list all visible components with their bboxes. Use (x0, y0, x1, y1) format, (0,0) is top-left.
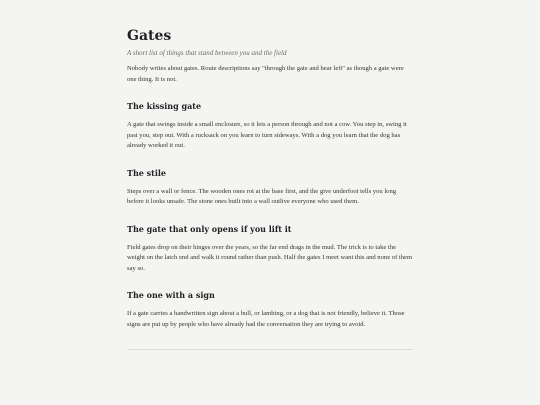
section-lift-gate (127, 224, 413, 275)
section-sign-gate (127, 290, 413, 330)
section-body: A gate that swings inside a small enclosure, so it lets a person through and not a cow. You step in, swing it past you, step out. With a rucksack on you learn to turn sideways. With a dog you learn that the dog has already worked it out. (127, 121, 407, 149)
intro-paragraph: Nobody writes about gates. Route descriptions say "through the gate and bear left" as though a gate were one thing. It is not. (127, 65, 404, 83)
page-title: Gates (127, 28, 172, 44)
section-heading: The one with a sign (127, 290, 215, 300)
article (127, 28, 413, 350)
section-heading: The stile (127, 167, 167, 178)
section-body: Steps over a wall or fence. The wooden ones rot at the base first, and the give underfoot tells you long before it looks unsafe. The stone ones built into a wall outlive everyone who used them. (127, 187, 397, 205)
section-heading: The gate that only opens if you lift it (127, 223, 292, 234)
page-subtitle: A short list of things that stand between you and the field (127, 49, 287, 57)
section-kissing-gate (127, 101, 413, 152)
section-heading: The kissing gate (127, 101, 202, 111)
divider (127, 349, 413, 350)
section-stile (127, 168, 413, 208)
section-body: If a gate carries a handwritten sign about a bull, or lambing, or a dog that is not friendly, believe it. Those signs are put up by people who have already had the conversation they are trying to avoid. (127, 310, 405, 328)
section-body: Field gates drop on their hinges over the years, so the far end drags in the mud. The trick is to take the weight on the latch end and walk it round rather than push. Half the gates I meet want this and none of them say so. (127, 243, 413, 272)
